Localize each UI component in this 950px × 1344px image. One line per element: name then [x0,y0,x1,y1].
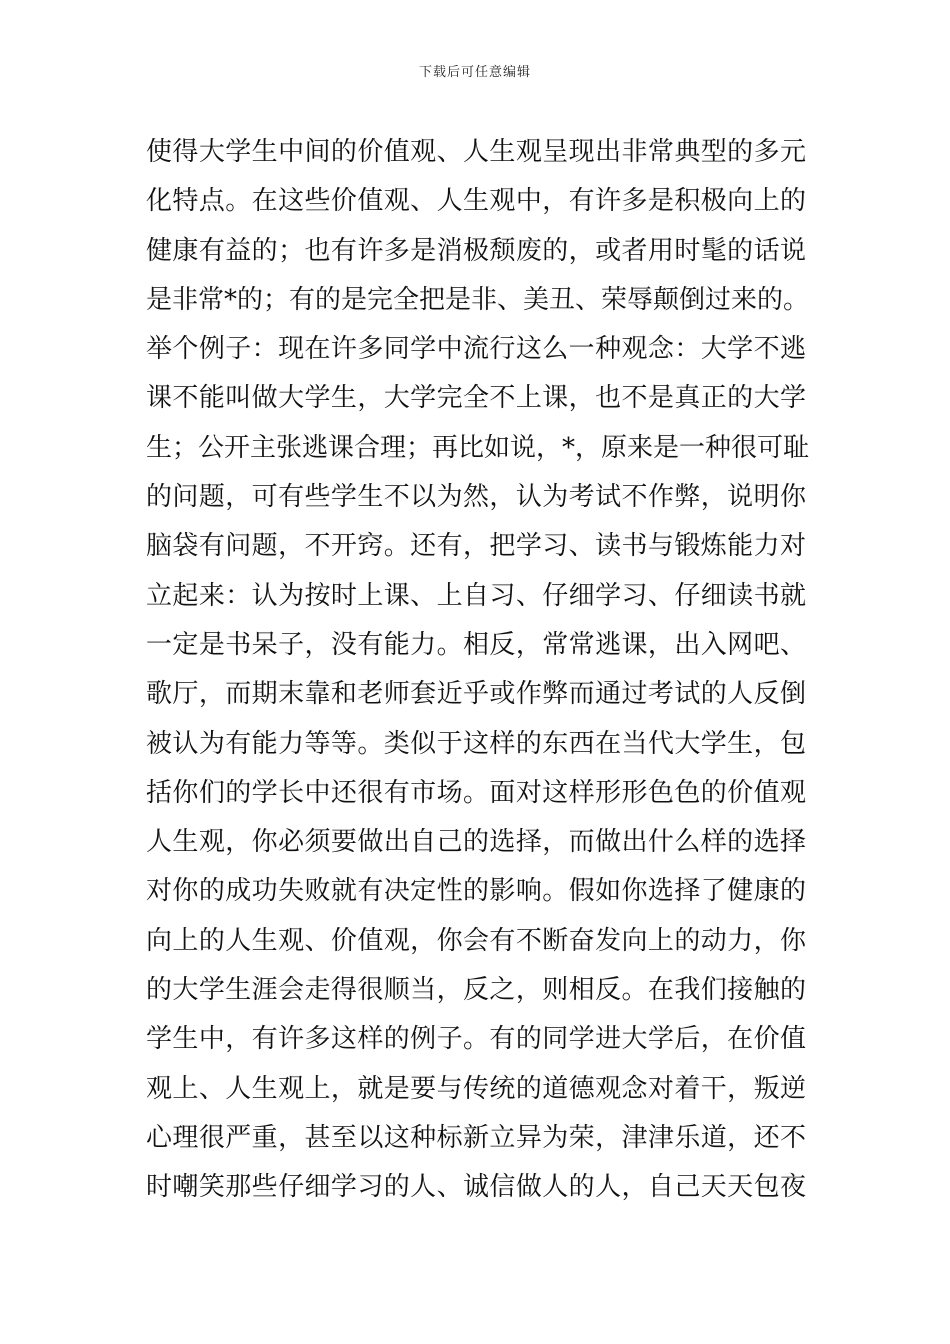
body-text-line: 向上的人生观、价值观，你会有不断奋发向上的动力，你 [146,925,806,956]
body-text-line: 使得大学生中间的价值观、人生观呈现出非常典型的多元 [146,137,806,167]
body-text-line: 对你的成功失败就有决定性的影响。假如你选择了健康的 [146,876,806,907]
body-text-line: 化特点。在这些价值观、人生观中，有许多是积极向上的 [146,186,806,217]
body-text [146,128,810,1213]
body-text-line: 括你们的学长中还很有市场。面对这样形形色色的价值观 [146,777,806,808]
body-text-line: 健康有益的；也有许多是消极颓废的，或者用时髦的话说 [146,235,806,266]
body-text-line: 一定是书呆子，没有能力。相反，常常逃课，出入网吧、 [146,629,806,660]
body-text-line: 举个例子：现在许多同学中流行这么一种观念：大学不逃 [146,334,806,365]
body-text-line: 学生中，有许多这样的例子。有的同学进大学后，在价值 [146,1024,806,1055]
body-text-line: 人生观，你必须要做出自己的选择，而做出什么样的选择 [146,827,806,858]
body-text-line: 生；公开主张逃课合理；再比如说，*，原来是一种很可耻 [146,432,810,463]
body-text-line: 观上、人生观上，就是要与传统的道德观念对着干，叛逆 [146,1073,806,1104]
body-text-line: 脑袋有问题，不开窍。还有，把学习、读书与锻炼能力对 [146,531,806,562]
body-text-line: 的大学生涯会走得很顺当，反之，则相反。在我们接触的 [146,975,806,1006]
body-text-line: 课不能叫做大学生，大学完全不上课，也不是真正的大学 [146,383,806,414]
body-text-line: 立起来：认为按时上课、上自习、仔细学习、仔细读书就 [146,580,806,611]
body-text-line: 歌厅，而期末靠和老师套近乎或作弊而通过考试的人反倒 [146,679,806,710]
body-text-line: 心理很严重，甚至以这种标新立异为荣，津津乐道，还不 [146,1122,806,1153]
header-note: 下载后可任意编辑 [418,65,531,80]
body-text-line: 是非常*的；有的是完全把是非、美丑、荣辱颠倒过来的。 [146,284,810,315]
body-text-line: 时嘲笑那些仔细学习的人、诚信做人的人，自己天天包夜 [146,1172,806,1203]
body-text-line: 被认为有能力等等。类似于这样的东西在当代大学生，包 [146,728,806,759]
body-text-line: 的问题，可有些学生不以为然，认为考试不作弊，说明你 [146,482,806,513]
